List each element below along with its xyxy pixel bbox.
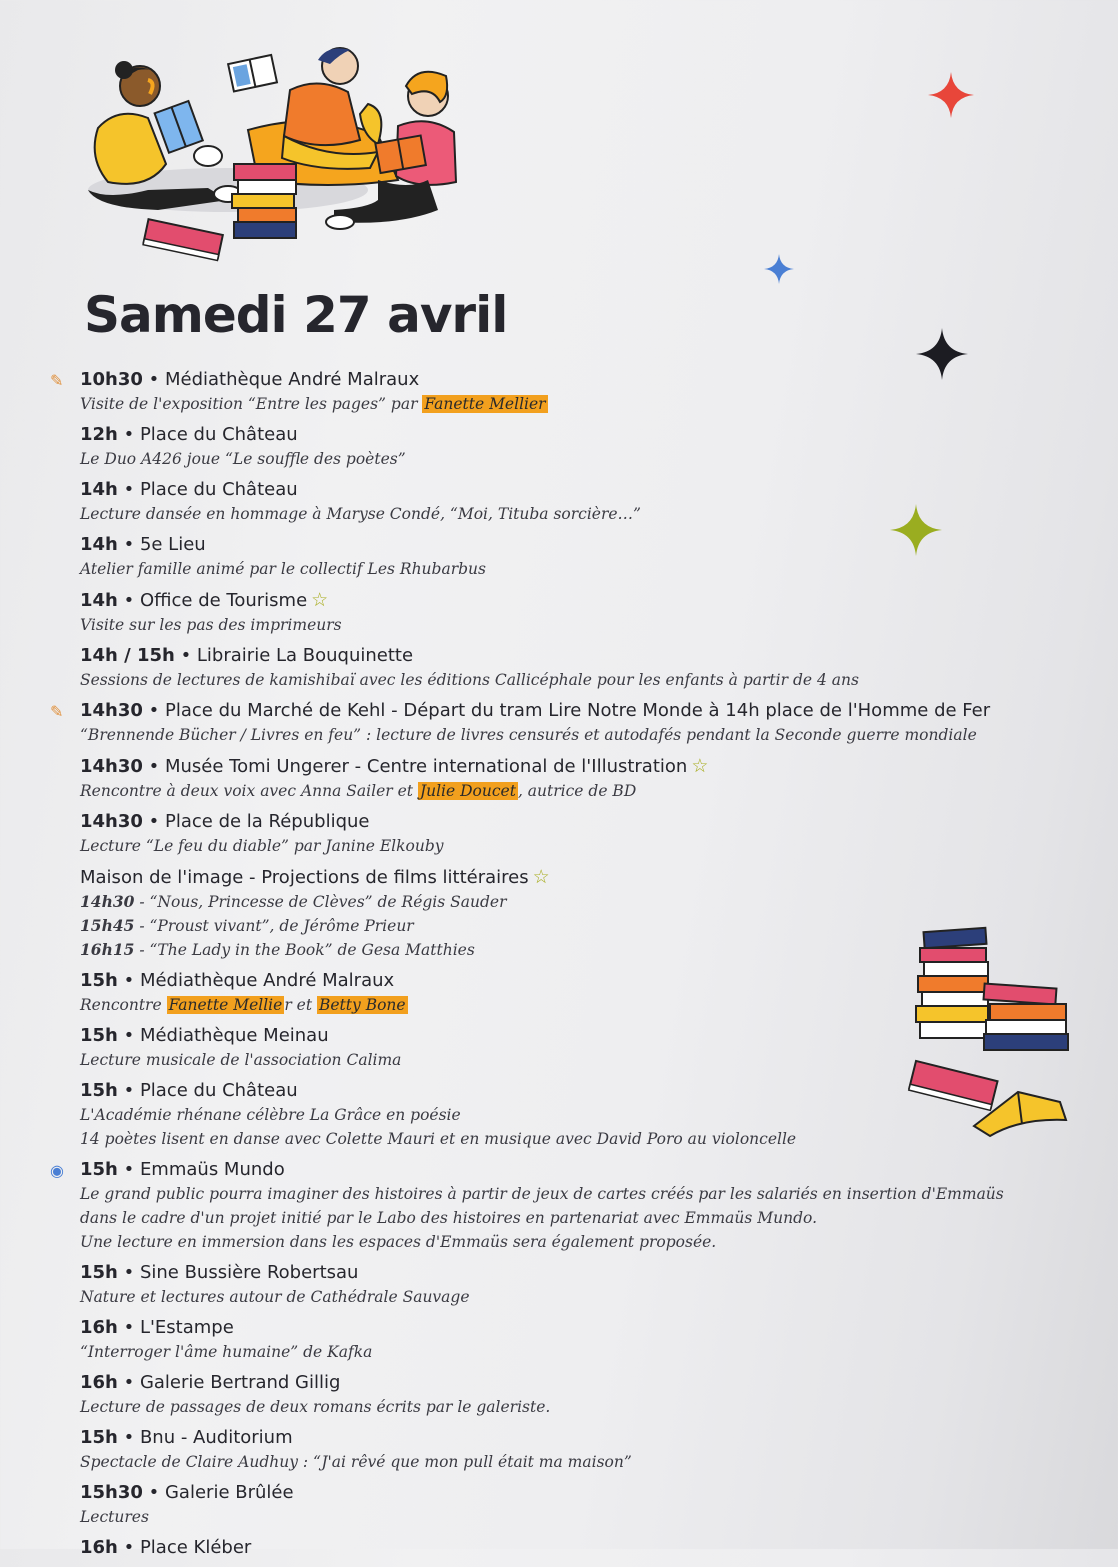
event-7: ✎ 14h30 • Place du Marché de Kehl - Départ du tram Lire Notre Monde à 14h place de l'Homme de Fer “Brennende Bücher / Livres en feu” : lecture de livres censurés et autodafés pendant la Seconde guerre mondiale xyxy=(80,699,1040,747)
event-place: Galerie Bertrand Gillig xyxy=(139,1372,341,1393)
screening-item xyxy=(80,890,1040,914)
pen-mark-icon: ✎ xyxy=(50,704,64,721)
event-17: 16h • Galerie Bertrand Gillig Lecture de passages de deux romans écrits par le galeriste. xyxy=(80,1371,1040,1419)
event-desc-tail: , autrice de BD xyxy=(517,782,637,800)
event-desc: Rencontre xyxy=(80,996,167,1014)
event-desc: Lecture dansée en hommage à Maryse Condé, “Moi, Tituba sorcière…” xyxy=(80,505,641,523)
event-place: Place Kléber xyxy=(139,1537,252,1558)
event-time: 15h xyxy=(80,1025,118,1046)
event-desc: Nature et lectures autour de Cathédrale Sauvage xyxy=(80,1288,470,1306)
event-19: 15h30 • Galerie Brûlée Lectures xyxy=(80,1481,1040,1529)
event-3: 14h • Place du Château Lecture dansée en hommage à Maryse Condé, “Moi, Tituba sorcière…” xyxy=(80,478,1040,526)
event-13: 15h • Place du Château L'Académie rhénane célèbre La Grâce en poésie 14 poètes lisent en danse avec Colette Mauri et en musique avec David Poro au violoncelle xyxy=(80,1079,1040,1151)
event-place: 5e Lieu xyxy=(139,534,206,555)
event-place: Place du Château xyxy=(139,479,298,500)
event-time: 16h xyxy=(80,1372,118,1393)
event-place: Place du Château xyxy=(139,1080,298,1101)
event-time: 15h xyxy=(80,1080,118,1101)
event-8: 14h30 • Musée Tomi Ungerer - Centre international de l'Illustration ☆ Rencontre à deux voix avec Anna Sailer et Julie Doucet , autrice de BD xyxy=(80,755,709,800)
event-desc: “Interroger l'âme humaine” de Kafka xyxy=(80,1343,373,1361)
event-9: 14h30 • Place de la République Lecture “Le feu du diable” par Janine Elkouby xyxy=(80,810,1040,858)
event-10 xyxy=(80,865,1040,962)
event-desc: Le grand public pourra imaginer des histoires à partir de jeux de cartes créés par les salariés en insertion d'Emmaüs xyxy=(80,1185,1004,1203)
event-time: 10h30 xyxy=(80,369,143,390)
event-place: Place du Marché de Kehl - Départ du tram Lire Notre Monde à 14h place de l'Homme de Fer xyxy=(164,700,991,721)
star-outline-icon: ☆ xyxy=(532,866,550,888)
event-desc-line2: dans le cadre d'un projet initié par le Labo des histoires en partenariat avec Emmaüs Mundo. xyxy=(80,1209,817,1227)
event-desc: Lectures xyxy=(80,1508,149,1526)
event-time: 15h xyxy=(80,970,118,991)
event-time: 14h xyxy=(80,479,118,500)
event-time: 14h30 xyxy=(80,811,143,832)
event-desc: Lecture “Le feu du diable” par Janine Elkouby xyxy=(80,837,444,855)
event-20: 16h • Place Kléber xyxy=(80,1537,252,1558)
program-list xyxy=(50,368,1040,1567)
screening-text: - “The Lady in the Book” de Gesa Matthies xyxy=(134,941,475,959)
event-desc: Rencontre à deux voix avec Anna Sailer et xyxy=(80,782,418,800)
event-place: Médiathèque André Malraux xyxy=(139,970,395,991)
event-place: Musée Tomi Ungerer - Centre international de l'Illustration xyxy=(164,756,688,777)
event-desc-mid: r et xyxy=(284,996,317,1014)
event-14: ◉ 15h • Emmaüs Mundo Le grand public pourra imaginer des histoires à partir de jeux de cartes créés par les salariés en insertion d'Emmaüs dans le cadre d'un projet initié par le Labo des histoires en partenariat avec Emmaüs Mundo. Une lecture en immersion dans les espaces d'Emmaüs sera également proposée. xyxy=(80,1158,1040,1254)
page-title: Samedi 27 avril xyxy=(84,286,508,344)
event-place: L'Estampe xyxy=(139,1317,234,1338)
event-12: 15h • Médiathèque Meinau Lecture musicale de l'association Calima xyxy=(80,1024,1040,1072)
event-desc: Visite sur les pas des imprimeurs xyxy=(80,616,342,634)
event-desc: Spectacle de Claire Audhuy : “J'ai rêvé que mon pull était ma maison” xyxy=(80,1453,632,1471)
screening-time: 15h45 xyxy=(80,916,135,935)
event-5: 14h • Office de Tourisme ☆ Visite sur les pas des imprimeurs xyxy=(80,588,1040,637)
event-desc: Lecture musicale de l'association Calima xyxy=(80,1051,402,1069)
event-place: Place de la République xyxy=(164,811,370,832)
event-desc: Sessions de lectures de kamishibaï avec les éditions Callicéphale pour les enfants à partir de 4 ans xyxy=(80,671,859,689)
event-desc-line2: 14 poètes lisent en danse avec Colette Mauri et en musique avec David Poro au violoncelle xyxy=(80,1130,797,1148)
event-time: 12h xyxy=(80,424,118,445)
event-desc: L'Académie rhénane célèbre La Grâce en poésie xyxy=(80,1106,461,1124)
event-time: 14h30 xyxy=(80,700,143,721)
event-place: Bnu - Auditorium xyxy=(139,1427,293,1448)
event-place: Médiathèque Meinau xyxy=(139,1025,329,1046)
event-place: Emmaüs Mundo xyxy=(139,1159,285,1180)
event-16: 16h • L'Estampe “Interroger l'âme humaine” de Kafka xyxy=(80,1316,1040,1364)
event-place: Galerie Brûlée xyxy=(164,1482,294,1503)
pen-mark-icon: ✎ xyxy=(50,373,64,390)
event-11: 15h • Médiathèque André Malraux Rencontre Fanette Mellie r et Betty Bone xyxy=(80,970,406,1014)
event-time: 15h30 xyxy=(80,1482,143,1503)
event-time: 14h xyxy=(80,590,118,611)
event-desc: “Brennende Bücher / Livres en feu” : lecture de livres censurés et autodafés pendant la Seconde guerre mondiale xyxy=(80,726,977,744)
screening-item xyxy=(80,938,1040,962)
event-6: 14h / 15h • Librairie La Bouquinette Sessions de lectures de kamishibaï avec les éditions Callicéphale pour les enfants à partir de 4 ans xyxy=(80,644,1040,692)
event-4: 14h • 5e Lieu Atelier famille animé par le collectif Les Rhubarbus xyxy=(80,533,1040,581)
event-time: 16h xyxy=(80,1537,118,1558)
red-sparkle-icon xyxy=(928,72,974,118)
screening-item xyxy=(80,914,1040,938)
screening-text: - “Nous, Princesse de Clèves” de Régis Sauder xyxy=(134,893,507,911)
event-time: 14h30 xyxy=(80,756,143,777)
event-time: 15h xyxy=(80,1427,118,1448)
event-place: Librairie La Bouquinette xyxy=(196,645,414,666)
event-desc: Le Duo A426 joue “Le souffle des poètes” xyxy=(80,450,406,468)
eye-mark-icon: ◉ xyxy=(50,1163,64,1180)
highlighted-name: Fanette Mellier xyxy=(424,395,546,413)
event-place: Office de Tourisme xyxy=(139,590,308,611)
highlighted-name: Julie Doucet xyxy=(419,782,516,800)
event-time: 15h xyxy=(80,1262,118,1283)
event-time: 14h xyxy=(80,534,118,555)
event-1: ✎ 10h30 • Médiathèque André Malraux Visite de l'exposition “Entre les pages” par Fanette Mellier xyxy=(50,369,546,413)
event-15: 15h • Sine Bussière Robertsau Nature et lectures autour de Cathédrale Sauvage xyxy=(80,1261,1040,1309)
screening-time: 14h30 xyxy=(80,892,135,911)
highlighted-name: Fanette Mellie xyxy=(168,996,283,1014)
event-place: Place du Château xyxy=(139,424,298,445)
event-desc: Lecture de passages de deux romans écrits par le galeriste. xyxy=(80,1398,551,1416)
event-time: 15h xyxy=(80,1159,118,1180)
event-desc-line3: Une lecture en immersion dans les espaces d'Emmaüs sera également proposée. xyxy=(80,1233,717,1251)
event-place: Médiathèque André Malraux xyxy=(164,369,420,390)
event-time: 14h / 15h xyxy=(80,645,175,666)
screening-time: 16h15 xyxy=(80,940,135,959)
event-desc: Atelier famille animé par le collectif Les Rhubarbus xyxy=(80,560,486,578)
screening-text: - “Proust vivant”, de Jérôme Prieur xyxy=(134,917,414,935)
star-outline-icon: ☆ xyxy=(691,755,709,777)
blue-sparkle-icon xyxy=(764,254,794,284)
event-desc: Visite de l'exposition “Entre les pages” par xyxy=(80,395,423,413)
reading-people-illustration xyxy=(78,40,478,270)
event-time: 16h xyxy=(80,1317,118,1338)
event-2: 12h • Place du Château Le Duo A426 joue “Le souffle des poètes” xyxy=(80,423,1040,471)
highlighted-name: Betty Bone xyxy=(318,996,406,1014)
event-heading: Maison de l'image - Projections de films littéraires xyxy=(80,867,529,888)
event-18: 15h • Bnu - Auditorium Spectacle de Claire Audhuy : “J'ai rêvé que mon pull était ma maison” xyxy=(80,1426,1040,1474)
event-place: Sine Bussière Robertsau xyxy=(139,1262,359,1283)
star-outline-icon: ☆ xyxy=(311,589,329,611)
